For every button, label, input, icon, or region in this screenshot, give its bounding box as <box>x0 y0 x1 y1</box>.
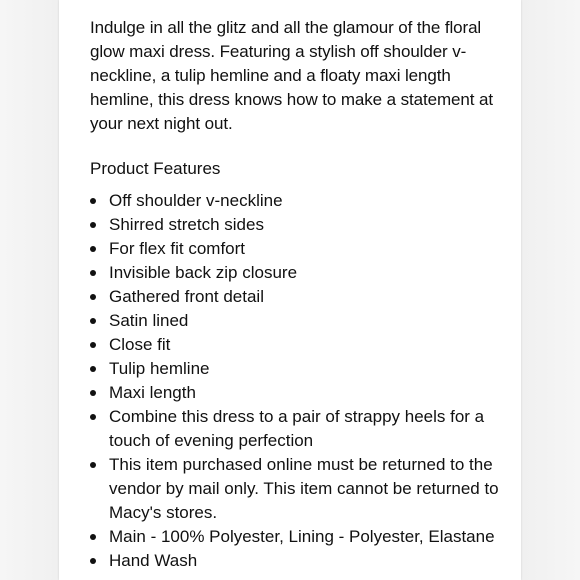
feature-item <box>90 309 512 333</box>
left-margin <box>0 0 59 580</box>
bullet-icon <box>90 294 96 300</box>
feature-item <box>90 285 512 309</box>
bullet-icon <box>90 462 96 468</box>
description-content <box>90 16 512 573</box>
feature-item <box>90 189 512 213</box>
bullet-icon <box>90 342 96 348</box>
feature-item <box>90 237 512 261</box>
feature-item <box>90 405 512 453</box>
bullet-icon <box>90 222 96 228</box>
feature-item <box>90 333 512 357</box>
feature-text: Close fit <box>109 335 171 354</box>
bullet-icon <box>90 246 96 252</box>
feature-item <box>90 549 512 573</box>
feature-text: Combine this dress to a pair of strappy heels for a touch of evening perfection <box>109 407 485 450</box>
feature-text: Hand Wash <box>109 551 198 570</box>
product-features-heading: Product Features <box>90 159 221 178</box>
feature-text: Satin lined <box>109 311 189 330</box>
bullet-icon <box>90 318 96 324</box>
product-description-panel <box>59 0 521 580</box>
feature-text: Maxi length <box>109 383 196 402</box>
feature-item <box>90 261 512 285</box>
feature-text: Invisible back zip closure <box>109 263 298 282</box>
feature-item <box>90 357 512 381</box>
feature-item <box>90 213 512 237</box>
feature-text: For flex fit comfort <box>109 239 246 258</box>
bullet-icon <box>90 390 96 396</box>
product-features-list <box>90 189 512 573</box>
feature-text: Off shoulder v-neckline <box>109 191 283 210</box>
bullet-icon <box>90 558 96 564</box>
feature-item <box>90 453 512 525</box>
bullet-icon <box>90 414 96 420</box>
feature-text: This item purchased online must be returned to the vendor by mail only. This item cannot be returned to Macy's stores. <box>109 455 499 522</box>
product-intro-text: Indulge in all the glitz and all the glamour of the floral glow maxi dress. Featuring a stylish off shoulder v-neckline, a tulip hemline and a floaty maxi length hemline, this dress knows how to make a statement at your next night out. <box>90 18 493 133</box>
bullet-icon <box>90 270 96 276</box>
bullet-icon <box>90 198 96 204</box>
feature-item <box>90 381 512 405</box>
feature-item <box>90 525 512 549</box>
right-margin <box>521 0 580 580</box>
feature-text: Shirred stretch sides <box>109 215 264 234</box>
feature-text: Gathered front detail <box>109 287 264 306</box>
bullet-icon <box>90 366 96 372</box>
feature-text: Main - 100% Polyester, Lining - Polyester, Elastane <box>109 527 495 546</box>
feature-text: Tulip hemline <box>109 359 210 378</box>
bullet-icon <box>90 534 96 540</box>
